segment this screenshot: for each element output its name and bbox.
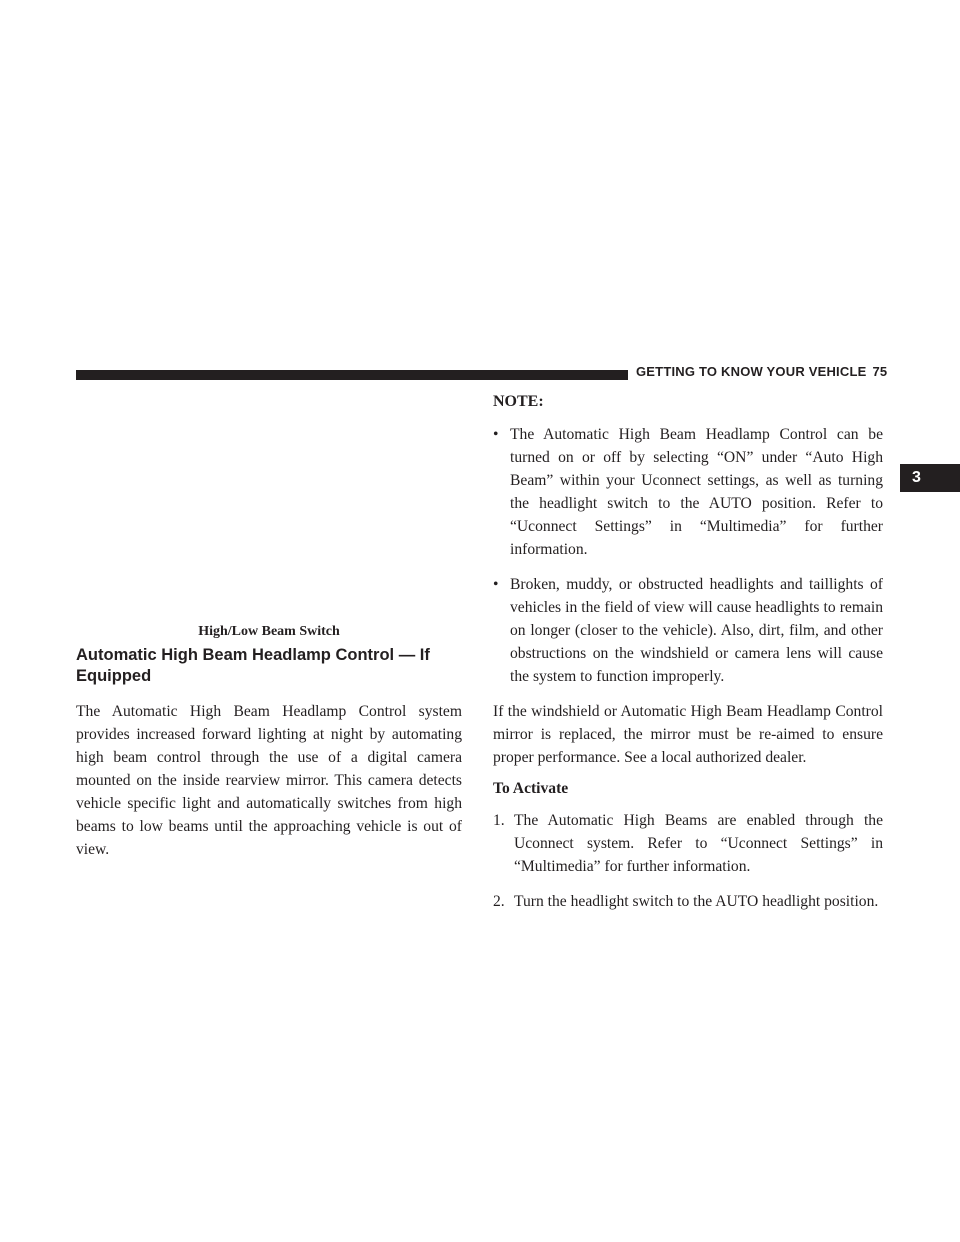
note-item: • The Automatic High Beam Headlamp Control can be turned on or off by selecting “ON” under “Auto High Beam” within your Uconnect settings, as well as turning the headlight switch to the AUTO position. Refer to “Uconnect Settings” in “Multimedia” for further information. xyxy=(493,423,883,561)
header-rule xyxy=(76,370,628,380)
step-number: 1. xyxy=(493,812,505,829)
step-number: 2. xyxy=(493,893,505,910)
note-label: NOTE: xyxy=(493,393,544,410)
section-title-line-2: Equipped xyxy=(76,667,152,685)
step-item xyxy=(493,809,883,878)
section-title xyxy=(76,645,462,687)
section-title-line-1: Automatic High Beam Headlamp Control — If xyxy=(76,646,430,664)
step-list xyxy=(493,809,883,913)
page-number: 75 xyxy=(872,364,888,379)
note-item: • Broken, muddy, or obstructed headlights and taillights of vehicles in the field of view will cause headlights to remain on longer (closer to the vehicle). Also, dirt, film, and other obstructions on the windshield or camera lens will cause the system to function improperly. xyxy=(493,573,883,688)
step-text: The Automatic High Beams are enabled through the Uconnect system. Refer to “Uconnect Settings” in “Multimedia” for further information. xyxy=(514,812,883,875)
left-column xyxy=(76,645,462,861)
step-text: Turn the headlight switch to the AUTO headlight position. xyxy=(514,893,879,910)
step-item xyxy=(493,890,883,913)
figure-caption: High/Low Beam Switch xyxy=(198,624,340,639)
right-column xyxy=(493,393,883,925)
note-list xyxy=(493,423,883,688)
running-header xyxy=(636,364,887,379)
chapter-title: GETTING TO KNOW YOUR VEHICLE xyxy=(636,364,867,379)
replacement-paragraph: If the windshield or Automatic High Beam Headlamp Control mirror is replaced, the mirror must be re-aimed to ensure proper performance. See a local authorized dealer. xyxy=(493,703,883,766)
chapter-tab[interactable] xyxy=(900,464,960,492)
subheading-to-activate: To Activate xyxy=(493,780,569,797)
bullet-icon: • xyxy=(493,426,499,443)
bullet-icon: • xyxy=(493,576,499,593)
intro-paragraph: The Automatic High Beam Headlamp Control system provides increased forward lighting at night by automating high beam control through the use of a digital camera mounted on the inside rearview mirror. This camera detects vehicle specific light and automatically switches from high beams to low beams until the approaching vehicle is out of view. xyxy=(76,703,462,858)
chapter-tab-label: 3 xyxy=(912,469,921,486)
